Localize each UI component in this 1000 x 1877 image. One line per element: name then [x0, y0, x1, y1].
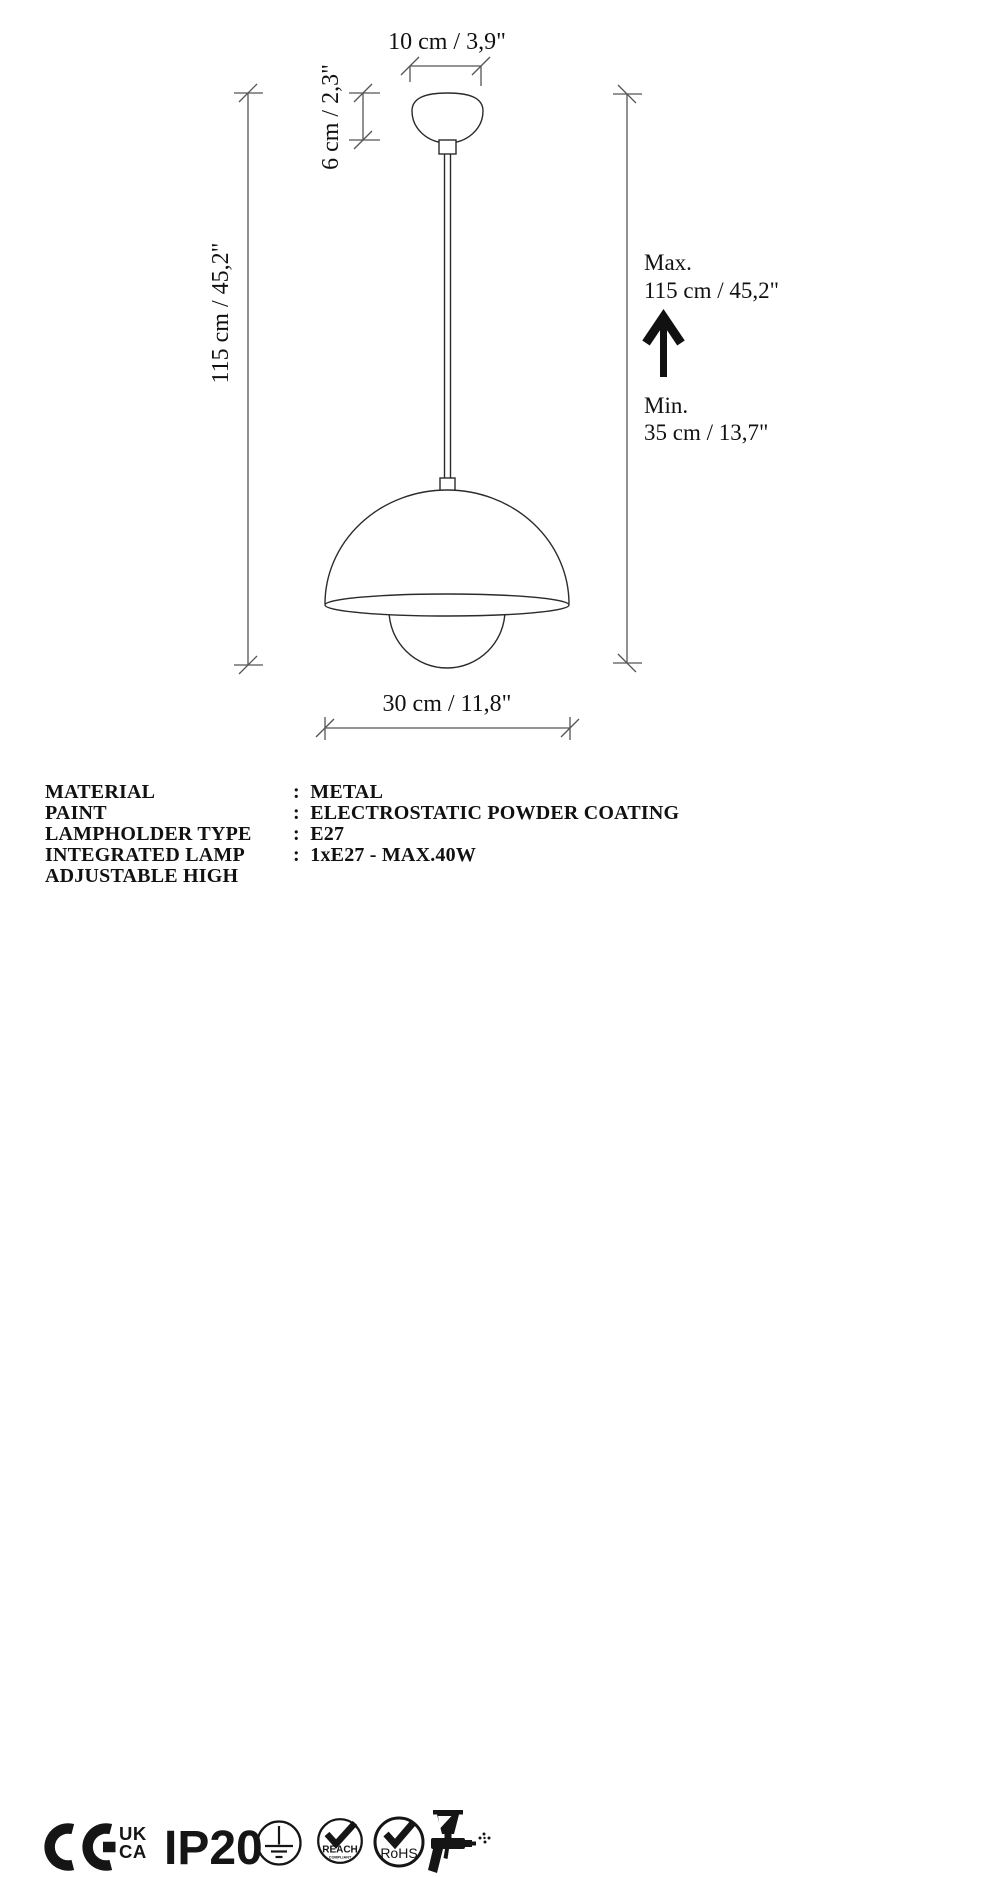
- ce-mark-icon: [44, 1820, 122, 1874]
- spec-row-lampholder: [45, 824, 679, 845]
- spec-row-adjustable-high: [45, 866, 679, 887]
- dim-total-height: [234, 84, 263, 674]
- spray-paint-gun-icon: [427, 1807, 491, 1877]
- spec-table: [45, 782, 679, 887]
- spec-row-material: [45, 782, 679, 803]
- spec-value: : E27: [293, 823, 345, 845]
- height-adjust-arrow-icon: [646, 317, 681, 377]
- ukca-mark-icon: [119, 1825, 147, 1860]
- pendant-lamp-outline: [325, 93, 569, 668]
- ip-rating-label: IP20: [164, 1822, 263, 1875]
- reach-compliant-icon: [316, 1817, 364, 1865]
- spec-label: MATERIAL: [45, 781, 156, 803]
- certification-badges: [0, 900, 1000, 1875]
- reach-label: REACH: [322, 1844, 358, 1856]
- dim-adjustable-height: [613, 85, 642, 672]
- dim-top-width-label: 10 cm / 3,9": [388, 29, 506, 55]
- spec-label: PAINT: [45, 802, 107, 824]
- rohs-icon: [372, 1815, 426, 1869]
- shade-cable-connector: [440, 478, 455, 491]
- dim-total-height-label: 115 cm / 45,2": [208, 242, 234, 384]
- bulb-sphere: [389, 610, 505, 668]
- spec-row-integrated-lamp: [45, 845, 679, 866]
- spec-label: LAMPHOLDER TYPE: [45, 823, 252, 845]
- spec-value: : ELECTROSTATIC POWDER COATING: [293, 802, 680, 824]
- ukca-line1: UK: [119, 1823, 147, 1844]
- min-value: 35 cm / 13,7": [644, 420, 769, 445]
- max-value: 115 cm / 45,2": [644, 278, 780, 303]
- rohs-label: RoHS: [380, 1845, 418, 1861]
- dim-shade-width-label: 30 cm / 11,8": [382, 691, 512, 717]
- spec-row-paint: [45, 803, 679, 824]
- reach-sub-label: COMPLIANT: [328, 1855, 352, 1860]
- spec-label: ADJUSTABLE HIGH: [45, 865, 239, 887]
- shade-rim: [325, 594, 569, 616]
- dim-canopy-height-label: 6 cm / 2,3": [318, 64, 344, 170]
- canopy-cable-connector: [439, 140, 456, 154]
- spec-value: : 1xE27 - MAX.40W: [293, 844, 477, 866]
- min-label: Min.: [644, 393, 689, 418]
- lamp-shade-dome: [325, 490, 569, 604]
- dim-top-width: [401, 57, 490, 86]
- ukca-line2: CA: [119, 1840, 147, 1862]
- protective-earth-icon: [255, 1819, 303, 1867]
- max-label: Max.: [644, 250, 692, 275]
- dim-canopy-height: [349, 84, 380, 149]
- spec-value: : METAL: [293, 781, 384, 803]
- dim-shade-width: [316, 717, 579, 740]
- pendant-lamp-technical-drawing: [0, 0, 1000, 790]
- ceiling-canopy: [412, 93, 483, 143]
- spec-label: INTEGRATED LAMP: [45, 844, 245, 866]
